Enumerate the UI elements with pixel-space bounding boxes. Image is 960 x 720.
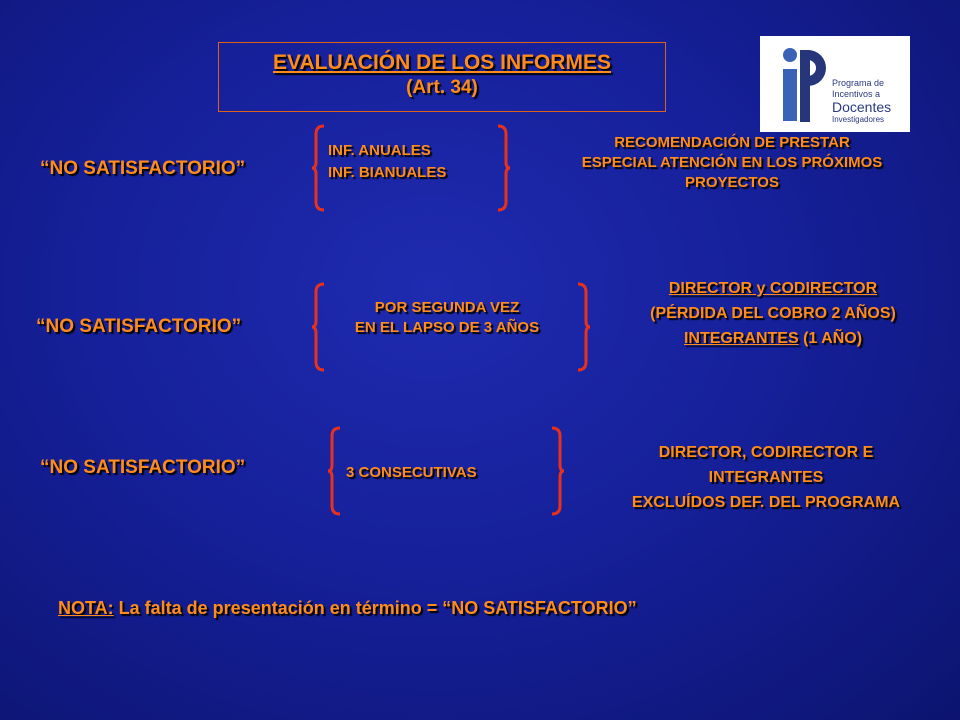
- row3-result-1: DIRECTOR, CODIRECTOR E: [658, 444, 874, 461]
- row1-label: “NO SATISFACTORIO”: [40, 158, 246, 179]
- row1-result: [512, 133, 952, 193]
- row1-right-brace: [496, 124, 512, 212]
- row1-left-brace: [310, 124, 326, 212]
- note-prefix: NOTA:: [58, 598, 114, 618]
- row3-label: “NO SATISFACTORIO”: [40, 457, 246, 478]
- row2-middle-2: EN EL LAPSO DE 3 AÑOS: [354, 319, 540, 336]
- row2-result-2: (PÉRDIDA DEL COBRO 2 AÑOS): [650, 305, 896, 322]
- logo-text-3: Docentes: [832, 99, 892, 115]
- logo-text-4: Investigadores: [832, 115, 885, 124]
- row2-result-1: DIRECTOR y CODIRECTOR: [668, 280, 878, 297]
- row3-middle-1: 3 CONSECUTIVAS: [346, 464, 477, 481]
- page-subtitle: (Art. 34): [406, 77, 478, 98]
- row3-result-3: EXCLUÍDOS DEF. DEL PROGRAMA: [631, 494, 901, 511]
- program-logo: [760, 36, 910, 132]
- row3-result-2: INTEGRANTES: [708, 469, 824, 486]
- row2-middle: [316, 298, 578, 338]
- row2-right-brace: [576, 282, 592, 372]
- row2-result-3-rest: (1 AÑO): [798, 330, 863, 347]
- row2-result-3-underlined: INTEGRANTES: [683, 330, 799, 347]
- page-title: EVALUACIÓN DE LOS INFORMES: [273, 51, 611, 74]
- row1-middle-2: INF. BIANUALES: [328, 164, 447, 181]
- logo-text-2: Incentivos a: [832, 89, 881, 99]
- row3-left-brace: [326, 426, 342, 516]
- logo-text-1: Programa de: [832, 78, 885, 88]
- row3-right-brace: [550, 426, 566, 516]
- row3-result: [572, 440, 960, 515]
- row2-result: [596, 276, 950, 351]
- logo-ip-icon: [760, 36, 830, 132]
- footer-note: [58, 598, 637, 619]
- row2-result-3: [596, 326, 950, 351]
- row2-label: “NO SATISFACTORIO”: [36, 316, 242, 337]
- row1-result-3: PROYECTOS: [685, 174, 779, 191]
- row1-result-1: RECOMENDACIÓN DE PRESTAR: [614, 134, 850, 151]
- row1-result-2: ESPECIAL ATENCIÓN EN LOS PRÓXIMOS: [581, 154, 883, 171]
- note-text: La falta de presentación en término = “NO SATISFACTORIO”: [113, 598, 637, 618]
- row1-middle-1: INF. ANUALES: [328, 142, 431, 159]
- title-box: [218, 42, 666, 112]
- row2-middle-1: POR SEGUNDA VEZ: [374, 299, 520, 316]
